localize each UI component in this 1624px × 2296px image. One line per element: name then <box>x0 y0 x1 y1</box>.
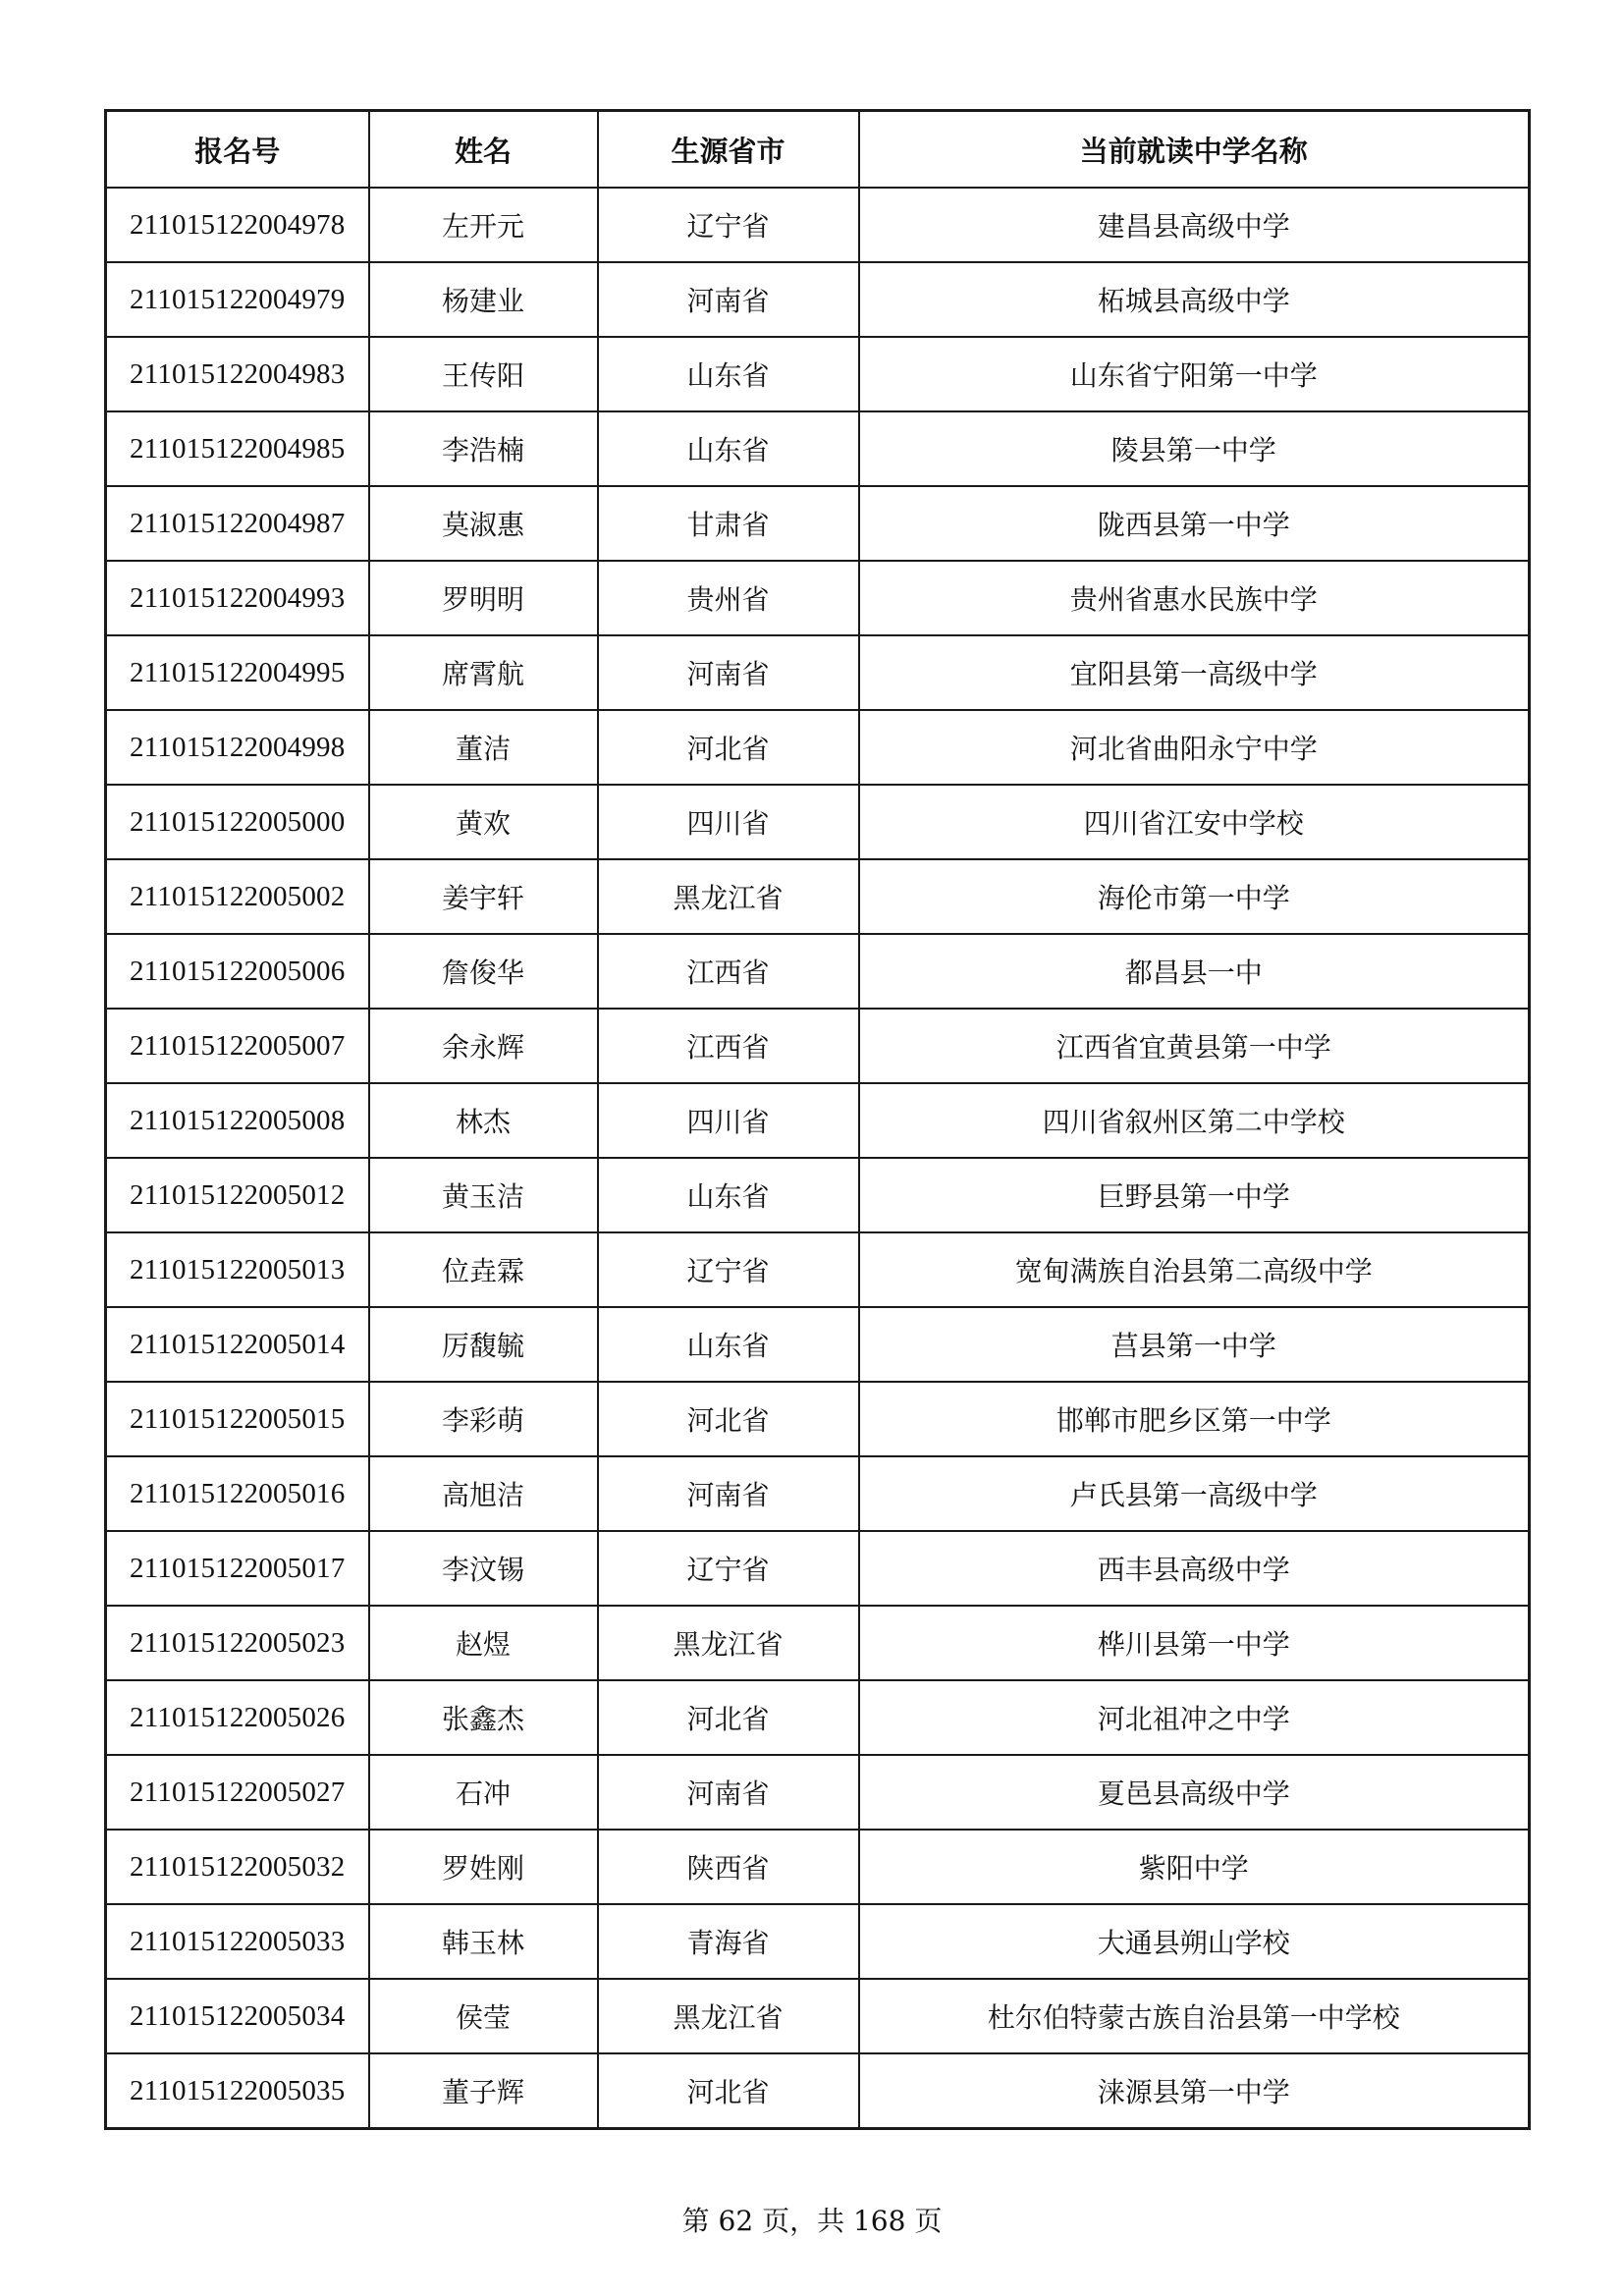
cell-reg-no: 211015122005008 <box>106 1083 369 1158</box>
cell-school: 陇西县第一中学 <box>859 486 1530 561</box>
cell-province: 山东省 <box>598 1158 859 1232</box>
table-row <box>106 1680 1530 1755</box>
table-row <box>106 561 1530 635</box>
header-province: 生源省市 <box>598 111 859 189</box>
page-number: 第 62 页，共 168 页 <box>681 2205 943 2237</box>
cell-province: 四川省 <box>598 785 859 859</box>
cell-reg-no: 211015122004987 <box>106 486 369 561</box>
cell-name: 石冲 <box>369 1755 598 1830</box>
cell-school: 建昌县高级中学 <box>859 188 1530 262</box>
cell-reg-no: 211015122004979 <box>106 262 369 337</box>
cell-province: 陕西省 <box>598 1830 859 1904</box>
table-body <box>106 188 1530 2129</box>
cell-school: 宜阳县第一高级中学 <box>859 635 1530 710</box>
table-row <box>106 1307 1530 1382</box>
table-row <box>106 1904 1530 1979</box>
cell-province: 河北省 <box>598 710 859 785</box>
cell-reg-no: 211015122004978 <box>106 188 369 262</box>
cell-school: 邯郸市肥乡区第一中学 <box>859 1382 1530 1456</box>
cell-name: 侯莹 <box>369 1979 598 2053</box>
cell-reg-no: 211015122005013 <box>106 1232 369 1307</box>
cell-name: 姜宇轩 <box>369 859 598 934</box>
cell-province: 江西省 <box>598 1009 859 1083</box>
cell-school: 夏邑县高级中学 <box>859 1755 1530 1830</box>
cell-reg-no: 211015122004985 <box>106 411 369 486</box>
table-row <box>106 1979 1530 2053</box>
table-row <box>106 1755 1530 1830</box>
cell-reg-no: 211015122005012 <box>106 1158 369 1232</box>
cell-province: 黑龙江省 <box>598 859 859 934</box>
cell-province: 青海省 <box>598 1904 859 1979</box>
table-row <box>106 1083 1530 1158</box>
cell-reg-no: 211015122005035 <box>106 2053 369 2129</box>
table-row <box>106 1158 1530 1232</box>
cell-name: 位垚霖 <box>369 1232 598 1307</box>
cell-name: 黄玉洁 <box>369 1158 598 1232</box>
table-row <box>106 1232 1530 1307</box>
cell-name: 左开元 <box>369 188 598 262</box>
cell-reg-no: 211015122005026 <box>106 1680 369 1755</box>
table-row <box>106 1830 1530 1904</box>
cell-province: 河南省 <box>598 1456 859 1531</box>
cell-school: 西丰县高级中学 <box>859 1531 1530 1606</box>
cell-province: 河南省 <box>598 1755 859 1830</box>
cell-name: 詹俊华 <box>369 934 598 1009</box>
table-row <box>106 785 1530 859</box>
cell-province: 黑龙江省 <box>598 1606 859 1680</box>
cell-school: 莒县第一中学 <box>859 1307 1530 1382</box>
cell-name: 李彩萌 <box>369 1382 598 1456</box>
cell-school: 河北祖冲之中学 <box>859 1680 1530 1755</box>
roster-table <box>104 109 1531 2130</box>
cell-name: 罗姓刚 <box>369 1830 598 1904</box>
cell-school: 河北省曲阳永宁中学 <box>859 710 1530 785</box>
table-row <box>106 1456 1530 1531</box>
table-row <box>106 2053 1530 2129</box>
cell-province: 江西省 <box>598 934 859 1009</box>
cell-province: 河北省 <box>598 1680 859 1755</box>
cell-province: 四川省 <box>598 1083 859 1158</box>
table-row <box>106 859 1530 934</box>
cell-name: 张鑫杰 <box>369 1680 598 1755</box>
cell-reg-no: 211015122005015 <box>106 1382 369 1456</box>
table-row <box>106 262 1530 337</box>
cell-name: 余永辉 <box>369 1009 598 1083</box>
table-row <box>106 1606 1530 1680</box>
cell-reg-no: 211015122004998 <box>106 710 369 785</box>
cell-school: 江西省宜黄县第一中学 <box>859 1009 1530 1083</box>
table-row <box>106 710 1530 785</box>
cell-reg-no: 211015122005034 <box>106 1979 369 2053</box>
cell-province: 山东省 <box>598 1307 859 1382</box>
cell-province: 河北省 <box>598 1382 859 1456</box>
cell-reg-no: 211015122005002 <box>106 859 369 934</box>
table-row <box>106 934 1530 1009</box>
header-name: 姓名 <box>369 111 598 189</box>
header-school: 当前就读中学名称 <box>859 111 1530 189</box>
cell-school: 柘城县高级中学 <box>859 262 1530 337</box>
cell-school: 贵州省惠水民族中学 <box>859 561 1530 635</box>
cell-province: 河南省 <box>598 262 859 337</box>
cell-reg-no: 211015122005006 <box>106 934 369 1009</box>
cell-name: 杨建业 <box>369 262 598 337</box>
table-row <box>106 337 1530 411</box>
cell-reg-no: 211015122005032 <box>106 1830 369 1904</box>
cell-province: 山东省 <box>598 411 859 486</box>
cell-school: 大通县朔山学校 <box>859 1904 1530 1979</box>
cell-name: 李汶锡 <box>369 1531 598 1606</box>
cell-school: 巨野县第一中学 <box>859 1158 1530 1232</box>
table-row <box>106 1382 1530 1456</box>
cell-school: 四川省江安中学校 <box>859 785 1530 859</box>
cell-school: 杜尔伯特蒙古族自治县第一中学校 <box>859 1979 1530 2053</box>
cell-school: 涞源县第一中学 <box>859 2053 1530 2129</box>
table-row <box>106 411 1530 486</box>
cell-reg-no: 211015122005000 <box>106 785 369 859</box>
cell-name: 黄欢 <box>369 785 598 859</box>
cell-school: 四川省叙州区第二中学校 <box>859 1083 1530 1158</box>
cell-name: 李浩楠 <box>369 411 598 486</box>
cell-name: 莫淑惠 <box>369 486 598 561</box>
cell-reg-no: 211015122004995 <box>106 635 369 710</box>
cell-province: 辽宁省 <box>598 188 859 262</box>
cell-school: 宽甸满族自治县第二高级中学 <box>859 1232 1530 1307</box>
cell-school: 桦川县第一中学 <box>859 1606 1530 1680</box>
cell-name: 林杰 <box>369 1083 598 1158</box>
cell-reg-no: 211015122005016 <box>106 1456 369 1531</box>
cell-school: 都昌县一中 <box>859 934 1530 1009</box>
cell-name: 高旭洁 <box>369 1456 598 1531</box>
cell-reg-no: 211015122005027 <box>106 1755 369 1830</box>
cell-name: 韩玉林 <box>369 1904 598 1979</box>
cell-name: 罗明明 <box>369 561 598 635</box>
cell-school: 紫阳中学 <box>859 1830 1530 1904</box>
cell-name: 厉馥毓 <box>369 1307 598 1382</box>
table-row <box>106 1009 1530 1083</box>
cell-name: 席霄航 <box>369 635 598 710</box>
cell-province: 甘肃省 <box>598 486 859 561</box>
cell-province: 河北省 <box>598 2053 859 2129</box>
cell-name: 董子辉 <box>369 2053 598 2129</box>
cell-reg-no: 211015122005014 <box>106 1307 369 1382</box>
cell-province: 辽宁省 <box>598 1232 859 1307</box>
cell-reg-no: 211015122005023 <box>106 1606 369 1680</box>
table-row <box>106 486 1530 561</box>
table-row <box>106 188 1530 262</box>
cell-reg-no: 211015122005033 <box>106 1904 369 1979</box>
header-reg-no: 报名号 <box>106 111 369 189</box>
table-row <box>106 1531 1530 1606</box>
cell-province: 山东省 <box>598 337 859 411</box>
cell-school: 卢氏县第一高级中学 <box>859 1456 1530 1531</box>
table-row <box>106 635 1530 710</box>
cell-reg-no: 211015122004993 <box>106 561 369 635</box>
table-header-row <box>106 111 1530 189</box>
cell-reg-no: 211015122005007 <box>106 1009 369 1083</box>
cell-name: 董洁 <box>369 710 598 785</box>
cell-school: 山东省宁阳第一中学 <box>859 337 1530 411</box>
cell-school: 海伦市第一中学 <box>859 859 1530 934</box>
cell-province: 河南省 <box>598 635 859 710</box>
cell-reg-no: 211015122005017 <box>106 1531 369 1606</box>
cell-reg-no: 211015122004983 <box>106 337 369 411</box>
cell-province: 黑龙江省 <box>598 1979 859 2053</box>
cell-province: 辽宁省 <box>598 1531 859 1606</box>
roster-sheet <box>104 109 1528 2130</box>
cell-province: 贵州省 <box>598 561 859 635</box>
cell-school: 陵县第一中学 <box>859 411 1530 486</box>
cell-name: 王传阳 <box>369 337 598 411</box>
cell-name: 赵煜 <box>369 1606 598 1680</box>
